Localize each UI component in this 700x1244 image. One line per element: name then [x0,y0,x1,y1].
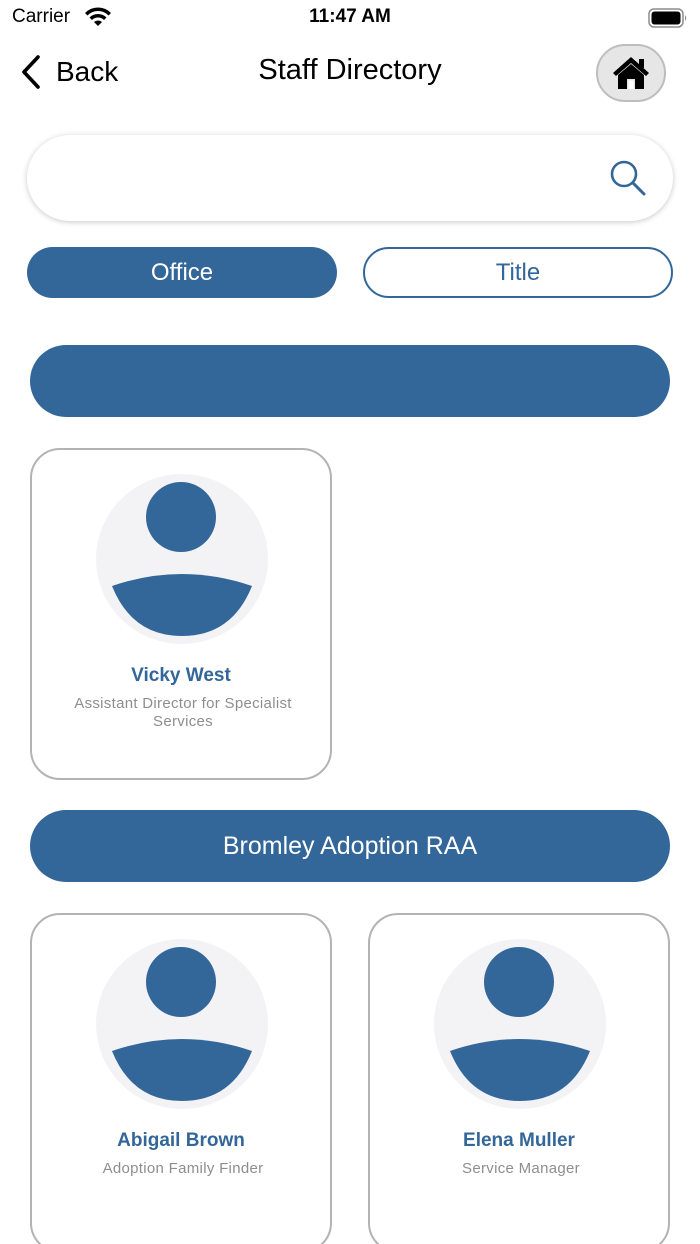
staff-name: Abigail Brown [117,1130,245,1151]
staff-name: Elena Muller [463,1130,575,1151]
battery-icon [648,8,688,28]
avatar-icon [434,939,606,1109]
staff-role: Service Manager [462,1160,580,1177]
staff-name: Vicky West [131,665,231,686]
avatar-icon [96,474,268,644]
filter-title-button[interactable]: Title [363,247,673,298]
staff-role: Adoption Family Finder [102,1160,264,1177]
staff-card[interactable] [30,913,332,1244]
staff-card[interactable] [368,913,670,1244]
search-bar [27,135,673,221]
home-button[interactable] [596,44,666,102]
page-title: Staff Directory [258,54,442,86]
staff-role: Assistant Director for Specialist Services [74,695,292,730]
chevron-left-icon [18,54,44,90]
section-header: Bromley Adoption RAA [30,810,670,882]
status-time: 11:47 AM [309,6,391,27]
staff-card[interactable] [30,448,332,780]
home-icon [612,55,650,91]
avatar-icon [96,939,268,1109]
filter-office-button[interactable]: Office [27,247,337,298]
search-icon[interactable] [609,159,647,197]
back-label: Back [56,56,119,87]
search-input[interactable] [57,153,617,203]
back-button[interactable] [18,50,118,94]
status-bar [0,0,700,36]
carrier-label: Carrier [12,6,71,27]
navigation-bar [0,36,700,108]
section-header [30,345,670,417]
